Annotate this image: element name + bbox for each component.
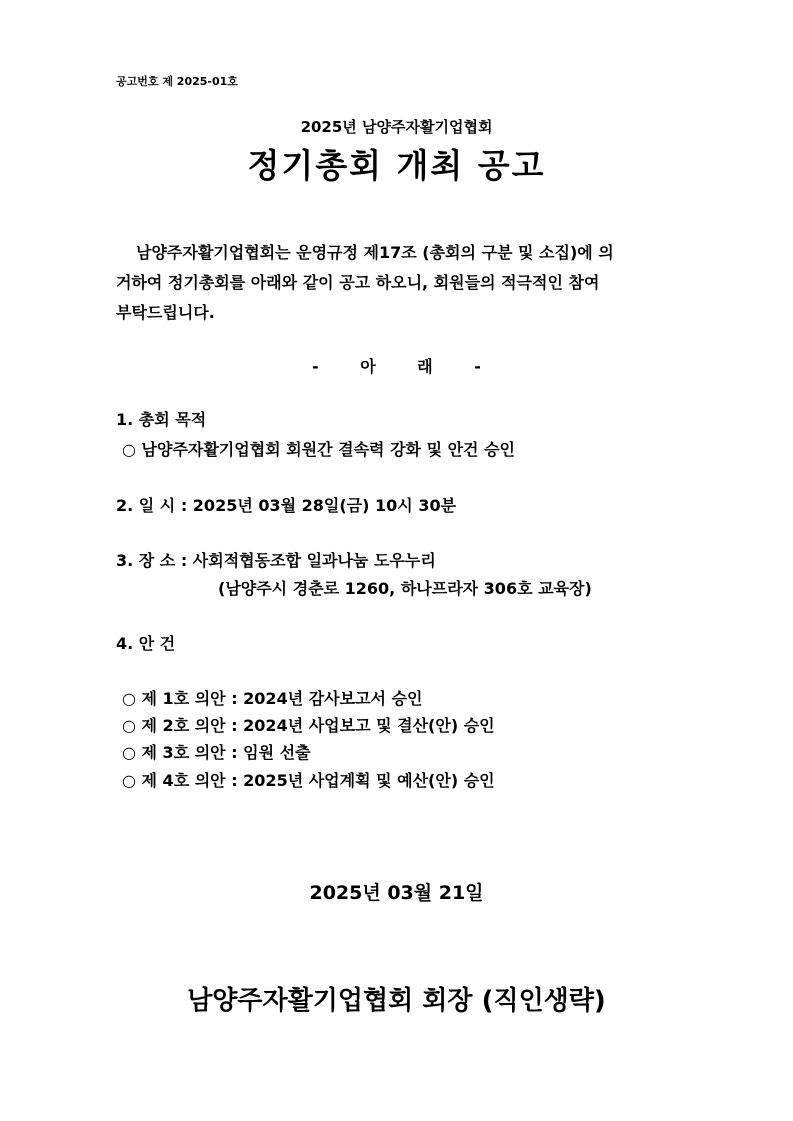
agenda-item: ○ 제 2호 의안 : 2024년 사업보고 및 결산(안) 승인 — [122, 716, 495, 735]
venue-address: (남양주시 경춘로 1260, 하나프라자 306호 교육장) — [218, 579, 592, 598]
agenda-item: ○ 제 4호 의안 : 2025년 사업계획 및 예산(안) 승인 — [122, 771, 495, 790]
agenda-item: ○ 제 3호 의안 : 임원 선출 — [122, 743, 311, 762]
intro-line: 거하여 정기총회를 아래와 같이 공고 하오니, 회원들의 적극적인 참여 — [116, 273, 600, 292]
intro-line: 부탁드립니다. — [116, 303, 215, 322]
notice-number: 공고번호 제 2025-01호 — [116, 75, 238, 88]
purpose-heading: 1. 총회 목적 — [116, 410, 207, 429]
meeting-venue: 3. 장 소 : 사회적협동조합 일과나눔 도우누리 — [116, 551, 436, 570]
signer: 남양주자활기업협회 회장 (직인생략) — [187, 986, 606, 1016]
meeting-datetime: 2. 일 시 : 2025년 03월 28일(금) 10시 30분 — [116, 496, 457, 515]
below-heading: - 아 래 - — [312, 357, 481, 376]
agenda-heading: 4. 안 건 — [116, 634, 176, 653]
intro-paragraph — [116, 238, 686, 328]
purpose-item: ○ 남양주자활기업협회 회원간 결속력 강화 및 안건 승인 — [122, 440, 515, 459]
document-subtitle: 2025년 남양주자활기업협회 — [300, 118, 493, 136]
intro-line: 남양주자활기업협회는 운영규정 제17조 (총회의 구분 및 소집)에 의 — [136, 243, 614, 262]
document-title: 정기총회 개최 공고 — [247, 146, 546, 185]
notice-date: 2025년 03월 21일 — [309, 882, 484, 904]
agenda-item: ○ 제 1호 의안 : 2024년 감사보고서 승인 — [122, 689, 423, 708]
